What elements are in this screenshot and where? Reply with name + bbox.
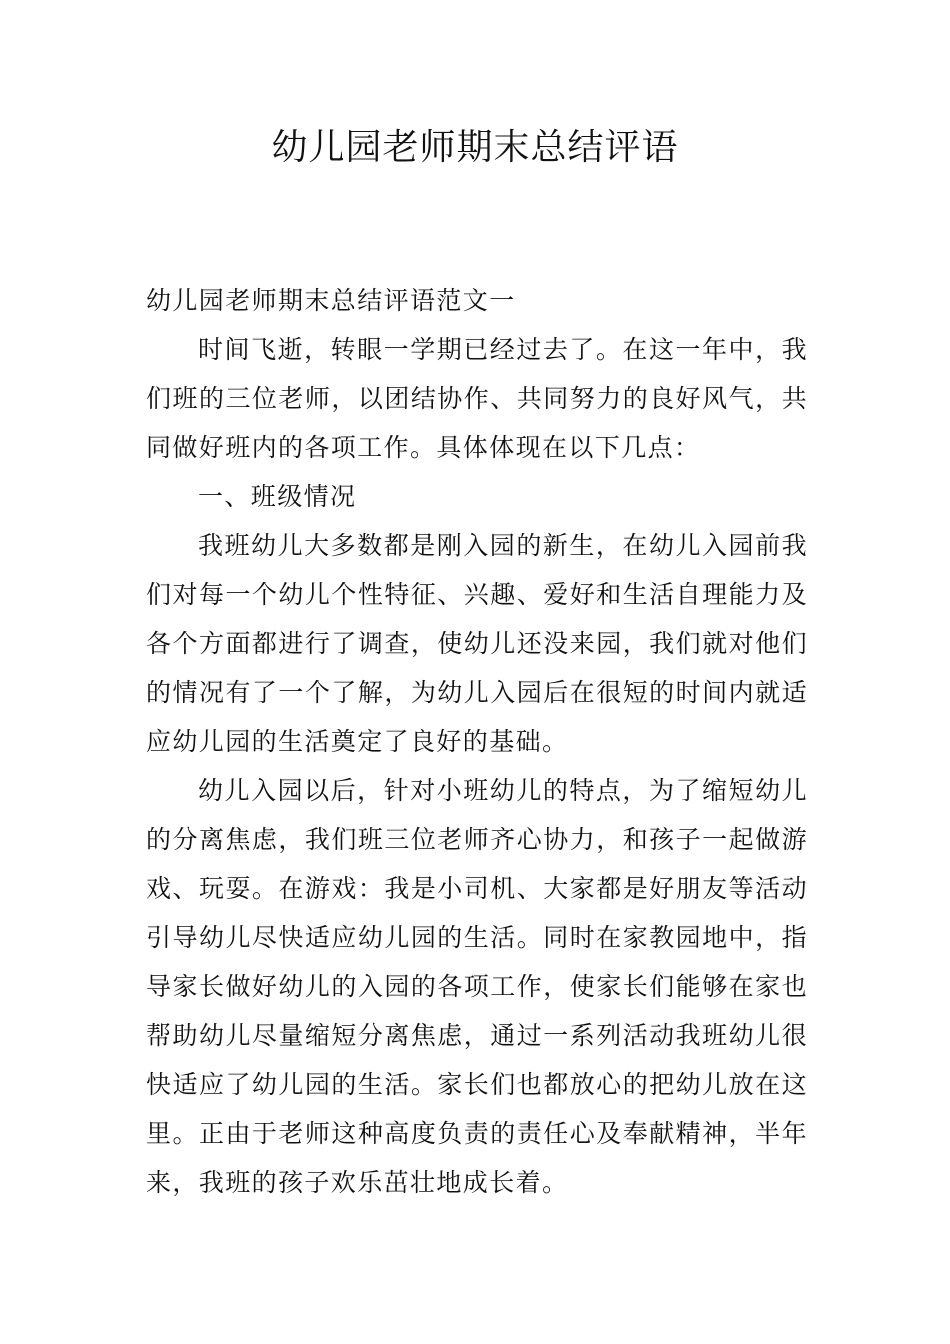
paragraph-adaptation: 幼儿入园以后，针对小班幼儿的特点，为了缩短幼儿的分离焦虑，我们班三位老师齐心协力，和孩子一起做游戏、玩耍。在游戏：我是小司机、大家都是好朋友等活动引导幼儿尽快适应幼儿园的生活。同时在家教园地中，指导家长做好幼儿的入园的各项工作，使家长们能够在家也帮助幼儿尽量缩短分离焦虑，通过一系列活动我班幼儿很快适应了幼儿园的生活。家长们也都放心的把幼儿放在这里。正由于老师这种高度负责的责任心及奉献精神，半年来，我班的孩子欢乐茁壮地成长着。 [146,776,808,1197]
paragraph-intro: 时间飞逝，转眼一学期已经过去了。在这一年中，我们班的三位老师，以团结协作、共同努力的良好风气，共同做好班内的各项工作。具体体现在以下几点： [146,335,808,462]
section-heading-class-situation: 一、班级情况 [198,482,357,511]
document-body [146,276,808,1207]
paragraph-new-students: 我班幼儿大多数都是刚入园的新生，在幼儿入园前我们对每一个幼儿个性特征、兴趣、爱好和生活自理能力及各个方面都进行了调查，使幼儿还没来园，我们就对他们的情况有了一个了解，为幼儿入园后在很短的时间内就适应幼儿园的生活奠定了良好的基础。 [146,531,808,756]
section-subtitle: 幼儿园老师期末总结评语范文一 [146,286,516,315]
document-title: 幼儿园老师期末总结评语 [271,127,679,168]
